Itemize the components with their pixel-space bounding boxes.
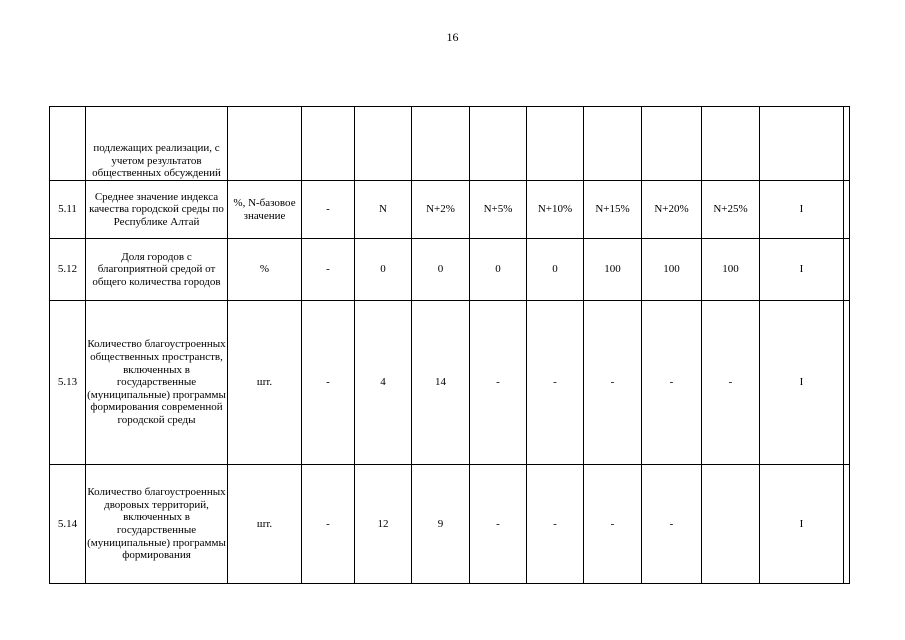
value-cell: 14 — [412, 301, 470, 465]
value-cell — [844, 181, 850, 239]
value-cell: N+10% — [527, 181, 584, 239]
row-number-cell: 5.14 — [50, 465, 86, 584]
value-cell: 12 — [355, 465, 412, 584]
value-cell — [702, 107, 760, 181]
value-cell: 100 — [584, 239, 642, 301]
value-cell: I — [760, 465, 844, 584]
value-cell: - — [302, 239, 355, 301]
value-cell: 0 — [470, 239, 527, 301]
unit-cell: шт. — [228, 301, 302, 465]
indicator-name-cell: подлежащих реализации, с учетом результатов общественных обсуждений — [86, 107, 228, 181]
value-cell: - — [302, 181, 355, 239]
table-body — [50, 107, 850, 584]
value-cell: 9 — [412, 465, 470, 584]
table-row — [50, 301, 850, 465]
unit-cell: %, N-базовое значение — [228, 181, 302, 239]
value-cell: - — [584, 301, 642, 465]
value-cell: 4 — [355, 301, 412, 465]
value-cell: N+5% — [470, 181, 527, 239]
row-number-cell — [50, 107, 86, 181]
value-cell: 0 — [355, 239, 412, 301]
value-cell: - — [470, 301, 527, 465]
table-row — [50, 181, 850, 239]
value-cell — [844, 239, 850, 301]
value-cell: - — [470, 465, 527, 584]
value-cell — [470, 107, 527, 181]
value-cell: N+2% — [412, 181, 470, 239]
value-cell — [355, 107, 412, 181]
value-cell: N+15% — [584, 181, 642, 239]
row-number-cell: 5.13 — [50, 301, 86, 465]
value-cell — [760, 107, 844, 181]
value-cell: I — [760, 301, 844, 465]
page-number: 16 — [446, 30, 459, 44]
value-cell: 0 — [527, 239, 584, 301]
value-cell: - — [702, 301, 760, 465]
unit-cell — [228, 107, 302, 181]
row-number-cell: 5.11 — [50, 181, 86, 239]
value-cell: - — [302, 465, 355, 584]
table-row — [50, 239, 850, 301]
indicator-name-cell: Количество благоустроенных дворовых территорий, включенных в государственные (муниципальные) программы формирования — [86, 465, 228, 584]
indicator-name-cell: Доля городов с благоприятной средой от общего количества городов — [86, 239, 228, 301]
value-cell — [844, 301, 850, 465]
table-row — [50, 107, 850, 181]
value-cell — [844, 107, 850, 181]
value-cell — [844, 465, 850, 584]
value-cell: I — [760, 239, 844, 301]
value-cell: I — [760, 181, 844, 239]
value-cell: 0 — [412, 239, 470, 301]
value-cell: 100 — [702, 239, 760, 301]
table-row — [50, 465, 850, 584]
value-cell: - — [584, 465, 642, 584]
value-cell: - — [642, 465, 702, 584]
value-cell: - — [642, 301, 702, 465]
value-cell: N+20% — [642, 181, 702, 239]
value-cell: - — [527, 301, 584, 465]
value-cell: N+25% — [702, 181, 760, 239]
indicators-table — [49, 106, 850, 584]
value-cell — [584, 107, 642, 181]
value-cell: - — [527, 465, 584, 584]
value-cell — [412, 107, 470, 181]
indicator-name-cell: Среднее значение индекса качества городской среды по Республике Алтай — [86, 181, 228, 239]
value-cell — [527, 107, 584, 181]
row-number-cell: 5.12 — [50, 239, 86, 301]
value-cell — [302, 107, 355, 181]
value-cell: 100 — [642, 239, 702, 301]
value-cell: - — [302, 301, 355, 465]
unit-cell: % — [228, 239, 302, 301]
unit-cell: шт. — [228, 465, 302, 584]
value-cell — [702, 465, 760, 584]
value-cell — [642, 107, 702, 181]
indicator-name-cell: Количество благоустроенных общественных пространств, включенных в государственные (муниципальные) программы формирования современной городской среды — [86, 301, 228, 465]
value-cell: N — [355, 181, 412, 239]
